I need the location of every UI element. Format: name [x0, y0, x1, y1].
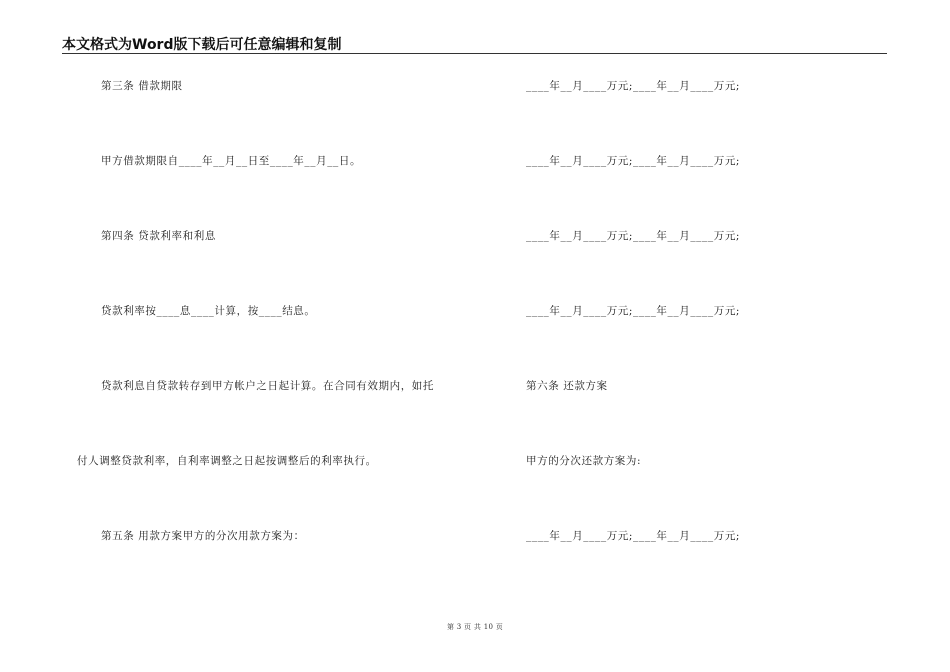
paragraph: 贷款利率按____息____计算，按____结息。: [101, 305, 316, 317]
schedule-line: ____年__月____万元;____年__月____万元;: [526, 230, 741, 242]
schedule-line: ____年__月____万元;____年__月____万元;: [526, 80, 741, 92]
paragraph: 贷款利息自贷款转存到甲方帐户之日起计算。在合同有效期内，如托: [101, 380, 434, 392]
page-header-title: 本文格式为Word版下载后可任意编辑和复制: [62, 37, 342, 53]
header-divider: [62, 53, 887, 54]
schedule-line: ____年__月____万元;____年__月____万元;: [526, 155, 741, 167]
schedule-line: ____年__月____万元;____年__月____万元;: [526, 305, 741, 317]
article-heading: 第三条 借款期限: [101, 80, 183, 92]
paragraph: 甲方借款期限自____年__月__日至____年__月__日。: [101, 155, 362, 167]
article-heading: 第五条 用款方案甲方的分次用款方案为：: [101, 530, 305, 542]
paragraph-continuation: 付人调整贷款利率，自利率调整之日起按调整后的利率执行。: [77, 455, 377, 467]
schedule-line: ____年__月____万元;____年__月____万元;: [526, 530, 741, 542]
paragraph: 甲方的分次还款方案为:: [526, 455, 642, 467]
article-heading: 第四条 贷款利率和利息: [101, 230, 216, 242]
article-heading: 第六条 还款方案: [526, 380, 608, 392]
page-number: 第 3 页 共 10 页: [446, 623, 504, 631]
